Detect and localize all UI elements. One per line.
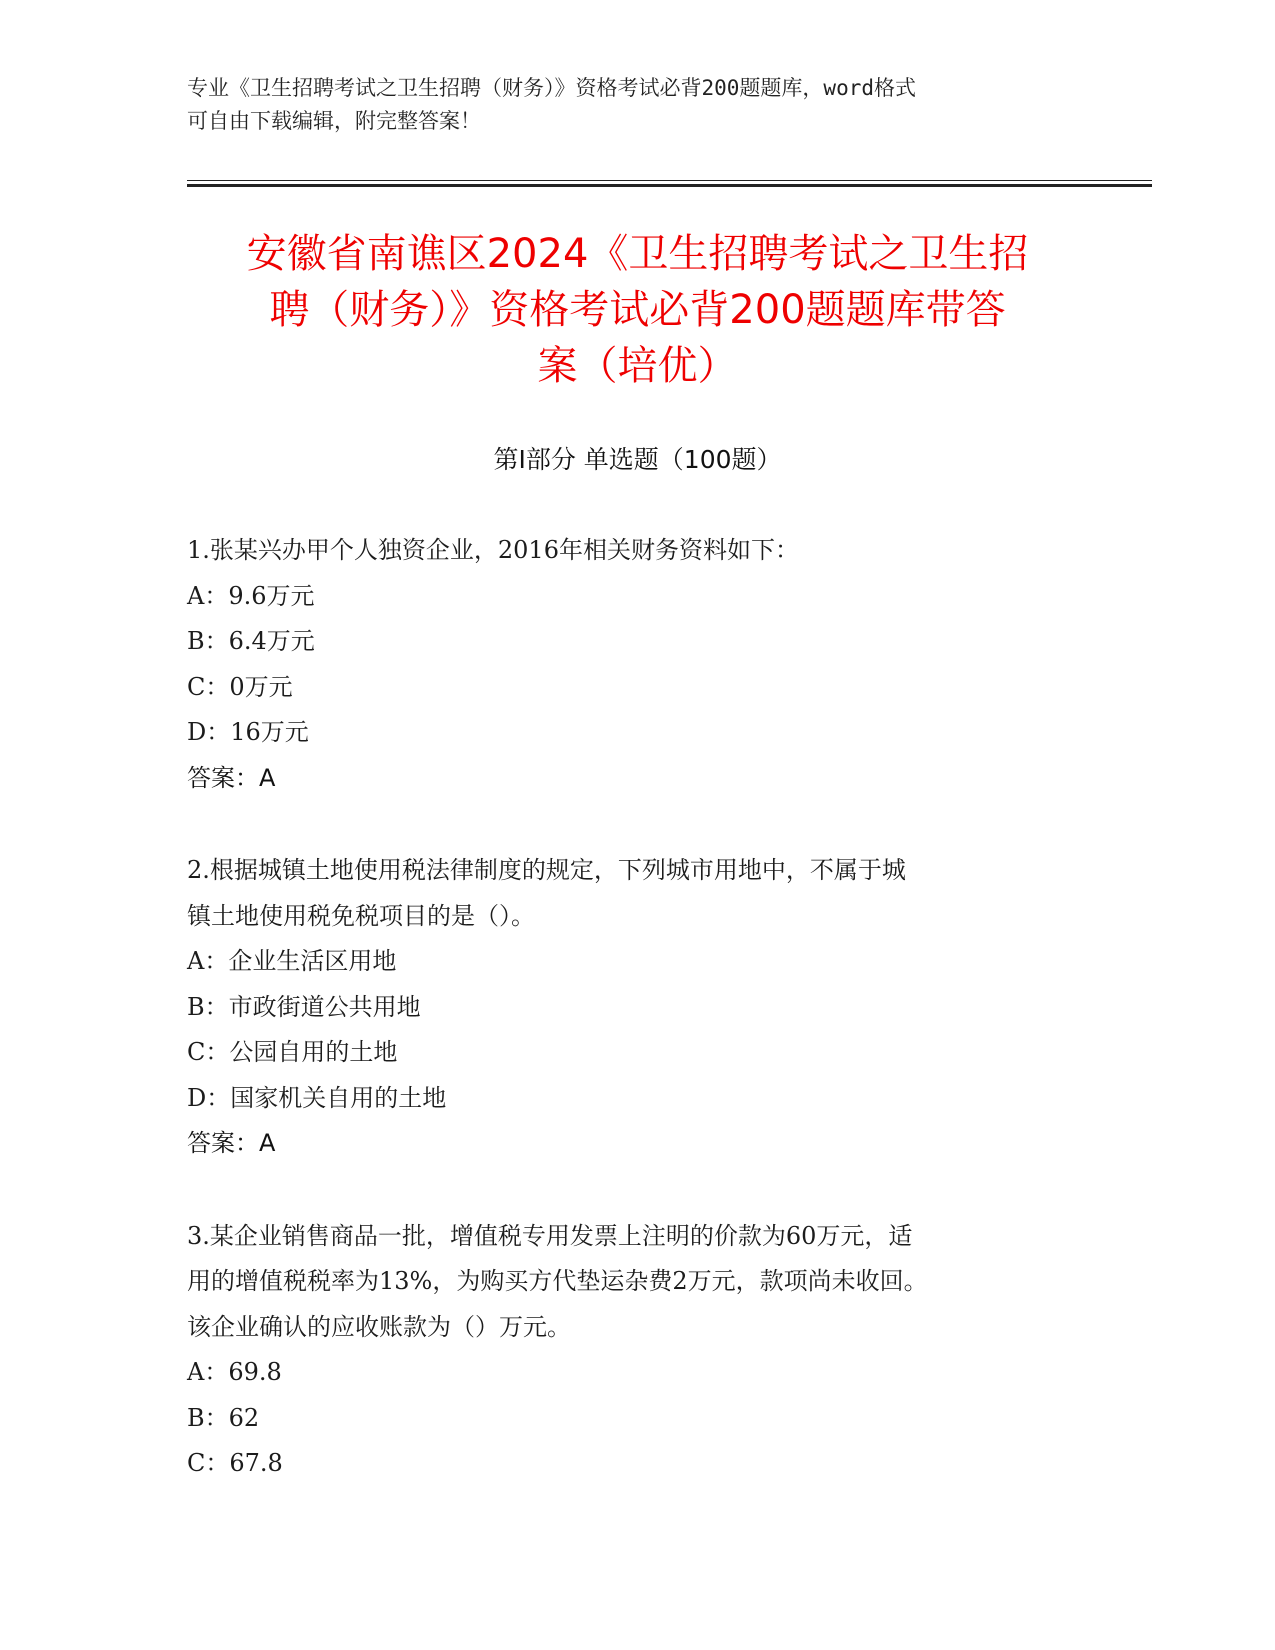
question-stem: 镇土地使用税免税项目的是（）。 (187, 901, 535, 930)
header-divider-thick (187, 184, 1152, 187)
option-b: B：市政街道公共用地 (187, 992, 421, 1021)
header-note (187, 72, 1067, 138)
option-a: A：9.6万元 (187, 581, 315, 610)
question-stem: 1.张某兴办甲个人独资企业，2016年相关财务资料如下： (187, 536, 799, 564)
document-title (160, 226, 1115, 394)
question-stem: 2.根据城镇土地使用税法律制度的规定，下列城市用地中，不属于城 (187, 856, 906, 884)
answer-line: 答案：A (187, 1129, 276, 1157)
question-1 (187, 528, 1087, 801)
title-line: 案（培优） (537, 343, 738, 389)
option-c: C：67.8 (187, 1449, 283, 1477)
question-stem: 3.某企业销售商品一批，增值税专用发票上注明的价款为60万元，适 (187, 1221, 913, 1250)
answer-line: 答案：A (187, 763, 276, 792)
option-c: C：0万元 (187, 672, 293, 701)
header-divider-thin (187, 180, 1152, 181)
option-a: A：企业生活区用地 (187, 947, 397, 975)
option-d: D：国家机关自用的土地 (187, 1083, 447, 1112)
question-stem: 用的增值税税率为13%，为购买方代垫运杂费2万元，款项尚未收回。 (187, 1267, 928, 1295)
title-line: 聘（财务）》资格考试必背200题题库带答 (269, 287, 1006, 333)
title-line: 安徽省南谯区2024《卫生招聘考试之卫生招 (246, 231, 1029, 277)
option-d: D：16万元 (187, 718, 309, 746)
option-a: A：69.8 (187, 1358, 282, 1386)
option-b: B：62 (187, 1403, 260, 1432)
header-note-line: 可自由下载编辑，附完整答案！ (187, 109, 481, 133)
section-heading: 第Ⅰ部分 单选题（100题） (493, 445, 782, 474)
question-3 (187, 1214, 1087, 1487)
question-list (187, 528, 1087, 1534)
header-note-line: 专业《卫生招聘考试之卫生招聘（财务）》资格考试必背200题题库，word格式 (187, 76, 916, 100)
option-b: B：6.4万元 (187, 627, 315, 655)
question-2 (187, 848, 1087, 1167)
option-c: C：公园自用的土地 (187, 1038, 398, 1066)
question-stem: 该企业确认的应收账款为（）万元。 (187, 1312, 571, 1341)
